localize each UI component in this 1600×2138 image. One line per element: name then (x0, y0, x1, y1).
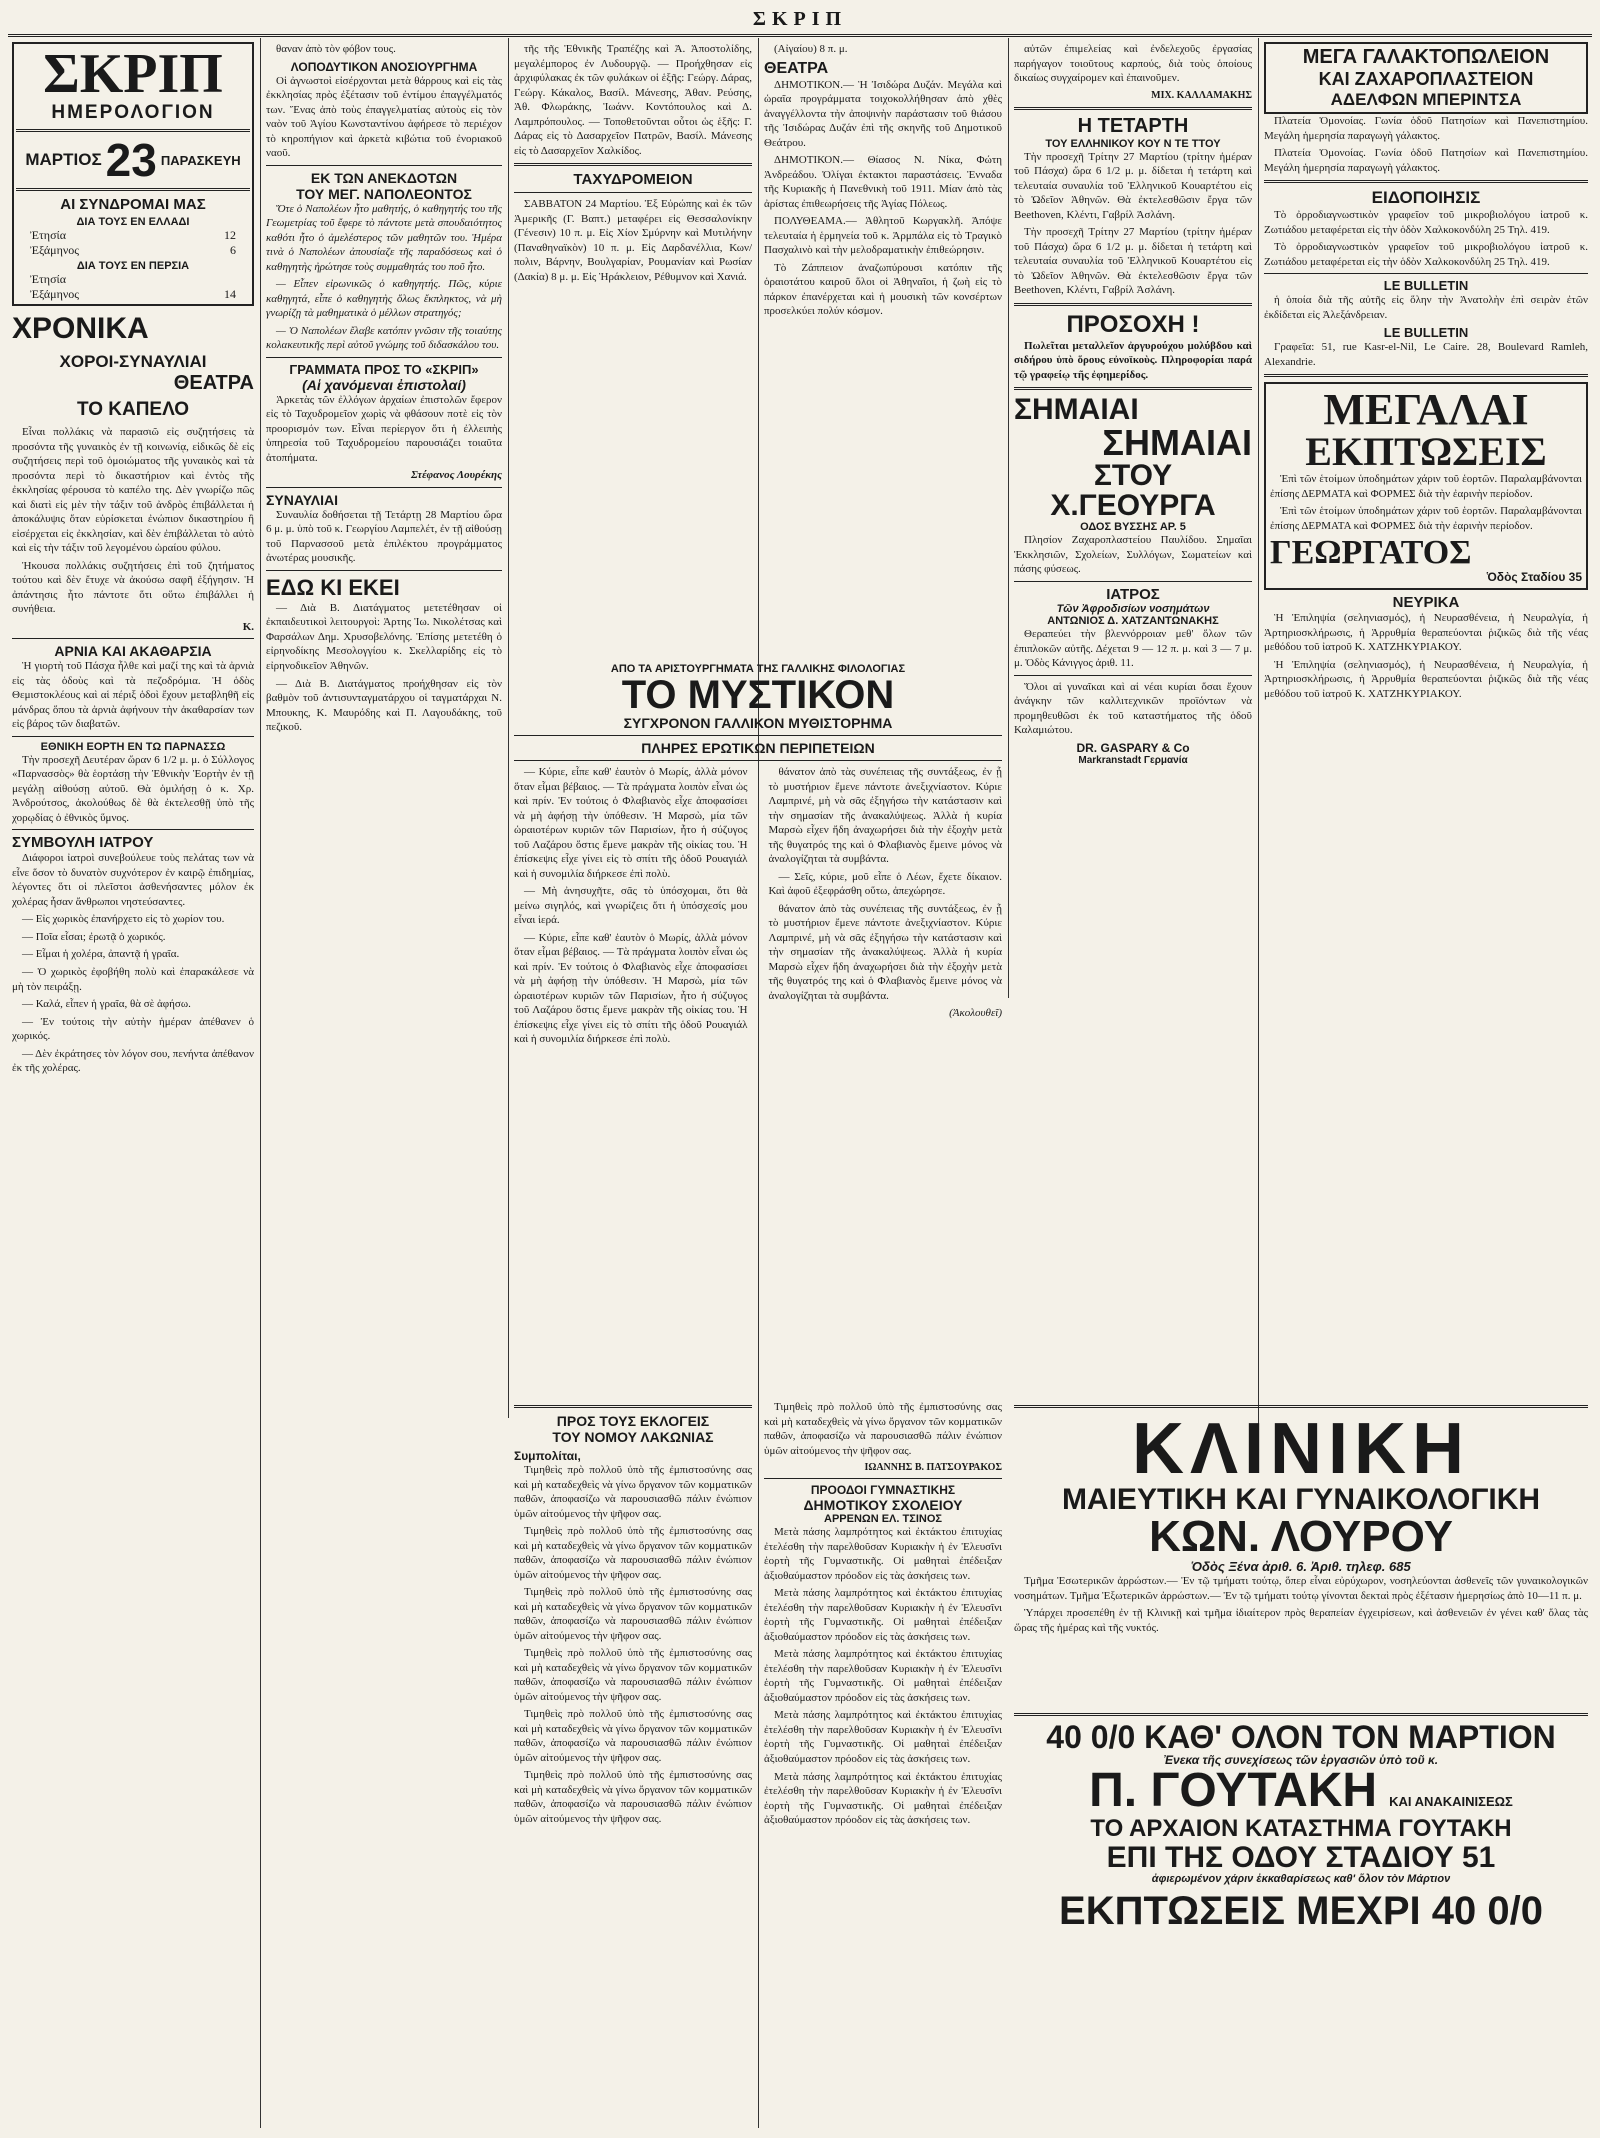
synaulia-article (266, 508, 502, 566)
chori-heading: ΧΟΡΟΙ-ΣΥΝΑΥΛΙΑΙ (59, 352, 207, 371)
divider (514, 760, 1002, 761)
appointments-article (514, 42, 752, 158)
galakto-title-2: ΚΑΙ ΖΑΧΑΡΟΠΛΑΣΤΕΙΟΝ (1318, 69, 1534, 89)
elections-signature: ΙΩΑΝΝΗΣ Β. ΠΑΤΣΟΥΡΑΚΟΣ (864, 1462, 1002, 1474)
bulletin-text (1264, 293, 1588, 322)
article-paragraph: — Κύριε, εἶπε καθ' ἑαυτὸν ὁ Μωρίς, ἀλλὰ μόνον ὅταν εἶμαι βέβαιος. — Τὰ πράγματα λοιπὸν εἶναι ὡς καὶ πρίν. Ἐν τούτοις ὁ Φλαβιανὸς εἶχε ἀποφασίσει νὰ μὴ ἀφήσῃ τὴν ὑπόθεσιν. Ἡ Μαρσὼ, μία τῶν ὡραιοτέρων κυριῶν τῶν Παρισίων, ἦτο ἡ σύζυγος τοῦ Λαζάρου ὅστις ἔμενε μακρὰν τῆς οἰκίας του. Ἡ ἐπίσκεψις εἶχε γίνει εἰς τὸ σπίτι τῆς ὁδοῦ Ρουαγιάλ καὶ ἡ συνομιλία διήρκεσε ἐπὶ πολὺ. (514, 766, 748, 880)
article-paragraph: Εἶναι πολλάκις νὰ παρασιῶ εἰς συζητήσεις τὰ προσόντα τῆς γυναικὸς ἐν τῇ κοινωνίᾳ, εἰδικῶς δὲ εἰς συζητήσεις περὶ τοῦ ὁμοιώματος τῆς γυναικὸς καὶ τὰ προσόντα περὶ τὸ δικαστήριον καὶ ἐντὸς τῆς ἐκκλησίας φέρουσα τὸ καπέλο της. Δὲν γνωρίζω πῶς καὶ διατὶ εἰς μὲν τὴν τάξιν τοῦ ἀνδρὸς ἐπιβάλλεται ἡ ἀποκάλυψις ὅταν εὑρίσκεται ἐνώπιον δικαστηρίου ἢ εἰσέρχεται εἰς ἐκκλησίαν, καὶ δὲν ἐπιβάλλεται τὸ αὐτὸ καὶ εἰς τὴν τάξιν τοῦ λεγομένου ὡραίου φύλου. (12, 426, 254, 555)
article-paragraph: Ἡ Ἐπιληψία (σεληνιασμός), ἡ Νευρασθένεια, ἡ Νευραλγία, ἡ Ἀρτηριοσκλήρωσις, ἡ Ἀρρυθμία θεραπεύονται ῥιζικῶς διὰ τῆς νέας μεθόδου τοῦ ἰατροῦ Κ. ΧΑΤΖΗΚΥΡΙΑΚΟΥ. (1264, 658, 1588, 700)
col4-top (764, 42, 1002, 57)
divider (266, 357, 502, 358)
newspaper-page (8, 8, 1592, 2130)
divider (1014, 581, 1252, 582)
iatros-subheading: Τῶν Ἀφροδισίων νοσημάτων (1056, 602, 1210, 615)
article-paragraph: Τὸ ὀρροδιαγνωστικὸν γραφεῖον τοῦ μικροβιολόγου ἰατροῦ κ. Ζωτιάδου μεταφέρεται εἰς τὴν ὁδὸν Χαλκοκονδύλη 25 Τηλ. 419. (1264, 209, 1588, 236)
serial-pretitle: ΑΠΟ ΤΑ ΑΡΙΣΤΟΥΡΓΗΜΑΤΑ ΤΗΣ ΓΑΛΛΙΚΗΣ ΦΙΛΟΛΟΓΙΑΣ (610, 663, 906, 675)
article-paragraph: — Διὰ Β. Διατάγματος μετετέθησαν οἱ ἐκπαιδευτικοὶ λειτουργοὶ: Ἀρτης Ἰω. Νικολέτσας καὶ Φαρσάλων Δημ. Χρυσοβελόνης. Ἐπίσης μετετέθη ὁ εἰρηνοδίκης Μεσολογγίου κ. Σκελλαρίδης εἰς τὸ εἰρηνοδικεῖον Ἀθηνῶν. (266, 601, 502, 672)
row-label: Ἐτησία (30, 228, 67, 242)
elections-salutation: Συμπολίται, (514, 1449, 581, 1463)
dialogue-line: — Δὲν ἐκράτησες τὸν λόγον σου, πενήντα ἀπέθανον ἐκ τῆς χολέρας. (12, 1047, 254, 1075)
divider (266, 165, 502, 166)
simaiai-heading-2: ΣΗΜΑΙΑΙ (1102, 422, 1252, 464)
goutaki-headline: 40 0/0 ΚΑΘ' ΟΛΟΝ ΤΟΝ ΜΑΡΤΙΟΝ (1046, 1719, 1556, 1755)
subscription-row (30, 228, 236, 243)
article-paragraph: θαναν ἀπὸ τὸν φόβον τους. (276, 43, 396, 55)
article-paragraph: Πλατεία Ὁμονοίας. Γωνία ὁδοῦ Πατησίων καὶ Πανεπιστημίου. Μεγάλη ἡμερησία παραγωγὴ γάλακτος. (1264, 115, 1588, 142)
article-paragraph: — Σεῖς, κύριε, μοῦ εἶπε ὁ Λέων, ἔχετε δίκαιον. Καὶ ἀφοῦ ἐξεφράσθη οὕτω, ἀπεχώρησε. (768, 870, 1002, 898)
divider (1014, 1405, 1588, 1408)
divider (514, 163, 752, 166)
divider (514, 192, 752, 193)
simaiai-heading-1: ΣΗΜΑΙΑΙ (1014, 393, 1139, 427)
ekptoseis-text (1270, 472, 1582, 533)
divider (1264, 180, 1588, 183)
divider (16, 188, 250, 191)
article-paragraph: τῆς τῆς Ἐθνικῆς Τραπέζης καὶ Ἀ. Ἀποστολίδης, μεγαλέμπορος ἐν Λυδουργῷ. — Προήχθησαν εἰς ἀρχιφύλακας ἐκ τῶν φυλάκων οἱ ἑξῆς: Γεώργ. Δάρας, Γεώργ. Κάκαλος, Βασίλ. Μάνεσης, Ἀθαν. Ρεύσης, Ἀθ. Φλωράκης, Ἰωάνν. Κοντόπουλος καὶ Δ. Λαμπρόπουλος. — Τοποθετοῦνται οὗτοι ὡς ἑξῆς: Γ. Δάρας εἰς τὸ Δασαρχεῖον Πατρῶν, Βασίλ. Μάνεσης εἰς τὸ Δασαρχεῖον Χαλκίδος. (514, 43, 752, 157)
serial-col-b (769, 765, 1003, 1050)
serial-block (514, 663, 1002, 1393)
divider (1264, 273, 1588, 274)
article-paragraph: θάνατον ἀπὸ τὰς συνέπειας τῆς συντάξεως, ἐν ᾗ τὸ μυστήριον ἔμενε πάντοτε ἀνεξιχνίαστον. Κύριε Λαμπρινέ, μὴ νὰ σᾶς ἐξηγήσω τὴν κατάστασιν καὶ τὴν σημασίαν τῆς ἀνακαλύψεως. Ἀλλὰ ἡ κυρία Μαρσὼ εἶχεν ἤδη ἀναχωρήσει διὰ τὴν ἐξοχὴν μετὰ τῆς θυγατρός της καὶ ὁ Φλαβιανὸς ἔμεινε μόνος νὰ ἀναλογίζηται τὰ συμβάντα. (768, 902, 1002, 1002)
elections-block (514, 1400, 752, 2120)
simaiai-text (1014, 533, 1252, 577)
galakto-text (1264, 114, 1588, 175)
tachydromeion-article (514, 197, 752, 284)
theatra-article (764, 78, 1002, 319)
elections-article (514, 1463, 752, 1826)
article-paragraph: Ὅλοι αἱ γυναῖκαι καὶ αἱ νέαι κυρίαι ὅσαι ἔχουν ἀνάγκην τῶν καλλιτεχνικῶν προϊόντων νὰ προμηθευθῶσι ἐκ τοῦ καταστήματος τῆς ὁδοῦ Καλαμιώτου. (1014, 680, 1252, 737)
article-paragraph: Τιμηθεὶς πρὸ πολλοῦ ὑπὸ τῆς ἐμπιστοσύνης σας καὶ μὴ καταδεχθεὶς νὰ γίνω ὄργανον τῶν κομματικῶν παθῶν, ἀποφασίζω νὰ παρουσιασθῶ πάλιν ἐνώπιον ὑμῶν αἰτούμενος τὴν ψῆφον σας. (514, 1769, 752, 1825)
article-paragraph: Πλατεία Ὁμονοίας. Γωνία ὁδοῦ Πατησίων καὶ Πανεπιστημίου. Μεγάλη ἡμερησία παραγωγὴ γάλακτος. (1264, 147, 1588, 174)
article-paragraph: ἡ ὁποία διὰ τῆς αὐτῆς εἰς ὅλην τὴν Ἀνατολὴν ἐπὶ σειρὰν ἐτῶν ἐκδίδεται εἰς Ἀλεξάνδρειαν. (1264, 294, 1588, 321)
calendar-label: ΗΜΕΡΟΛΟΓΙΟΝ (51, 102, 215, 123)
letter-heading: ΓΡΑΜΜΑΤΑ ΠΡΟΣ ΤΟ «ΣΚΡΙΠ» (289, 361, 479, 377)
tetarti-subheading: ΤΟΥ ΕΛΛΗΝΙΚΟΥ ΚΟΥ Ν ΤΕ ΤΤΟΥ (1045, 137, 1221, 150)
domestic-label: ΔΙΑ ΤΟΥΣ ΕΝ ΕΛΛΑΔΙ (76, 216, 190, 228)
article-paragraph: Ἐπὶ τῶν ἑτοίμων ὑποδημάτων χάριν τοῦ ἑορτῶν. Παραλαμβάνονται ἐπίσης ΔΕΡΜΑΤΑ καὶ ΦΟΡΜΕΣ διὰ τὴν ἐαρινὴν περίοδον. (1270, 505, 1582, 532)
gaspary-name: DR. GASPARY & Co (1076, 740, 1190, 755)
article-paragraph: Τιμηθεὶς πρὸ πολλοῦ ὑπὸ τῆς ἐμπιστοσύνης σας καὶ μὴ καταδεχθεὶς νὰ γίνω ὄργανον τῶν κομματικῶν παθῶν, ἀποφασίζω νὰ παρουσιασθῶ πάλιν ἐνώπιον ὑμῶν αἰτούμενος τὴν ψῆφον σας. (514, 1586, 752, 1642)
gaspary-city: Markranstadt Γερμανία (1078, 754, 1188, 766)
divider (266, 487, 502, 488)
article-paragraph: — Εἶπεν εἰρωνικῶς ὁ καθηγητής. Πῶς, κύριε καθηγητά, εἶπε ὁ καθηγητὴς ὅλως ἔκπληκτος, νὰ μὴ γνωρίζῃ τὰ μαθηματικὰ ὁ μέλλων στρατηγός; (266, 278, 502, 320)
gymnastics-article (764, 1525, 1002, 1827)
article-paragraph: Τιμηθεὶς πρὸ πολλοῦ ὑπὸ τῆς ἐμπιστοσύνης σας καὶ μὴ καταδεχθεὶς νὰ γίνω ὄργανον τῶν κομματικῶν παθῶν, ἀποφασίζω νὰ παρουσιασθῶ πάλιν ἐνώπιον ὑμῶν αἰτούμενος τὴν ψῆφον σας. (514, 1708, 752, 1764)
serial-title: ΤΟ ΜΥΣΤΙΚΟΝ (621, 673, 895, 717)
article-paragraph: — Διὰ Β. Διατάγματος προήχθησαν εἰς τὸν βαθμὸν τοῦ ἀντισυνταγματάρχου οἱ ταγματάρχαι Ν. Μπουκης, Κ. Μαυρόδης καὶ Π. Λαγουδάκης, τοῦ πεζικοῦ. (266, 677, 502, 734)
bulletin-heading-2: LE BULLETIN (1383, 325, 1469, 341)
divider (12, 736, 254, 737)
galakto-title: ΜΕΓΑ ΓΑΛΑΚΤΟΠΩΛΕΙΟΝ (1302, 46, 1550, 68)
simaiai-shop: ΣΤΟΥ Χ.ΓΕΟΥΡΓΑ (1050, 459, 1216, 523)
iatros-name: ΑΝΤΩΝΙΟΣ Δ. ΧΑΤΖΑΝΤΩΝΑΚΗΣ (1047, 614, 1219, 627)
kliniki-text (1014, 1574, 1588, 1635)
losses-article (266, 74, 502, 161)
article-paragraph: αὐτῶν ἐπιμελείας καὶ ἐνδελεχοῦς ἐργασίας παρήγαγον τοιοῦτους καρπούς, διὰ τοὺς ὁποίους δικαίως συγχαίρομεν καὶ ἐπαινοῦμεν. (1014, 43, 1252, 85)
ekptoseis-title: ΜΕΓΑΛΑΙ (1323, 385, 1529, 435)
arnia-heading: ΑΡΝΙΑ ΚΑΙ ΑΚΑΘΑΡΣΙΑ (54, 643, 212, 660)
ekptoseis-title-2: ΕΚΠΤΩΣΕΙΣ (1305, 429, 1547, 475)
napoleon-subheading: ΤΟΥ ΜΕΓ. ΝΑΠΟΛΕΟΝΤΟΣ (296, 185, 472, 202)
arnia-article (12, 659, 254, 732)
goutaki-name: Π. ΓΟΥΤΑΚΗ (1089, 1764, 1378, 1817)
article-paragraph: Ἡ γιορτὴ τοῦ Πάσχα ἦλθε καὶ μαζί της καὶ τὰ ἀρνιὰ εἰς τὰς ὁδοὺς καὶ τὰ πεζοδρόμια. Ἡ ὁδὸς Θεμιστοκλέους καὶ αἱ πέριξ ὁδοὶ ἔχουν μεταβληθῆ εἰς μάνδρας ὅπου τὰ ἀρνιὰ ἀφήνουν τὴν ἀκαθαρσίαν των εἰς βάρος τῶν διαβατῶν. (12, 660, 254, 731)
article-paragraph: Ἡ Ἐπιληψία (σεληνιασμός), ἡ Νευρασθένεια, ἡ Νευραλγία, ἡ Ἀρτηριοσκλήρωσις, ἡ Ἀρρυθμία θεραπεύονται ῥιζικῶς διὰ τῆς νέας μεθόδου τοῦ ἰατροῦ Κ. ΧΑΤΖΗΚΥΡΙΑΚΟΥ. (1264, 612, 1588, 654)
kliniki-name: ΚΩΝ. ΛΟΥΡΟΥ (1149, 1512, 1453, 1561)
divider (514, 1405, 752, 1408)
napoleon-heading: ΕΚ ΤΩΝ ΑΝΕΚΔΟΤΩΝ (310, 169, 458, 186)
article-paragraph: Τὴν προσεχῆ Δευτέραν ὥραν 6 1/2 μ. μ. ὁ Σύλλογος «Παρνασσὸς» θὰ ἑορτάσῃ τὴν Ἐθνικὴν Ἑορτὴν ἐν τῇ μεγάλῃ αἰθούσῃ αὐτοῦ. Θὰ ὁμιλήσῃ ὁ κ. Χρ. Ἀνδρούτσος, ἀκολούθως δὲ θὰ ἐκτελεσθῇ ὑπὸ τῆς χορῳδίας ὁ ἐθνικὸς ὕμνος. (12, 753, 254, 824)
row-label: Ἐτησία (30, 272, 67, 286)
bulletin-text-2 (1264, 340, 1588, 369)
georgatos-name: ΓΕΩΡΓΑΤΟΣ (1270, 534, 1472, 572)
article-paragraph: (Αἰγαίου) 8 π. μ. (774, 43, 848, 55)
ethniki-heading: ΕΘΝΙΚΗ ΕΟΡΤΗ ΕΝ ΤΩ ΠΑΡΝΑΣΣΩ (40, 740, 226, 753)
serial-continues: (Ἀκολουθεῖ) (949, 1007, 1002, 1020)
kliniki-subtitle: ΜΑΙΕΥΤΙΚΗ ΚΑΙ ΓΥΝΑΙΚΟΛΟΓΙΚΗ (1061, 1483, 1541, 1516)
serial-columns (514, 765, 1002, 1050)
kliniki-title: ΚΛΙΝΙΚΗ (1131, 1409, 1470, 1489)
theatra-heading-2: ΘΕΑΤΡΑ (764, 59, 829, 77)
divider (1264, 374, 1588, 377)
article-paragraph: ΔΗΜΟΤΙΚΟΝ.— Ἡ Ἰσιδώρα Δυζάν. Μεγάλα καὶ ὡραῖα προγράμματα τοιχοκολλήθησαν ἀπὸ χθὲς ἀναγγέλλοντα τὴν ἀποψινὴν παράστασιν τοῦ θιάσου τῆς Ἰσιδώρας Δυζάν ἐπὶ τῆς σκηνῆς τοῦ Δημοτικοῦ Θεάτρου. (764, 78, 1002, 149)
row-value: 12 (224, 228, 236, 242)
goutaki-renovation: ΚΑΙ ΑΝΑΚΑΙΝΙΣΕΩΣ (1389, 1794, 1513, 1809)
dialogue-line: — Εἶμαι ἡ χολέρα, ἀπαντᾷ ἡ γραῖα. (22, 948, 180, 961)
article-paragraph: Μετὰ πάσης λαμπρότητος καὶ ἐκτάκτου ἐπιτυχίας ἐτελέσθη τὴν παρελθοῦσαν Κυριακὴν ἡ ἐν Ἐλευσῖνι ἑορτὴ τῆς Γυμναστικῆς. Οἱ μαθηταὶ ἐπέδειξαν ἀξιοθαύμαστον πρόοδον εἰς τὰς ἀσκήσεις των. (764, 1526, 1002, 1582)
article-paragraph: Μετὰ πάσης λαμπρότητος καὶ ἐκτάκτου ἐπιτυχίας ἐτελέσθη τὴν παρελθοῦσαν Κυριακὴν ἡ ἐν Ἐλευσῖνι ἑορτὴ τῆς Γυμναστικῆς. Οἱ μαθηταὶ ἐπέδειξαν ἀξιοθαύμαστον πρόοδον εἰς τὰς ἀσκήσεις των. (764, 1587, 1002, 1643)
article-signature: ΜΙΧ. ΚΑΛΛΑΜΑΚΗΣ (1151, 89, 1252, 101)
article-paragraph: Τμῆμα Ἐσωτερικῶν ἀρρώστων.— Ἐν τῷ τμήματι τούτῳ, ὅπερ εἶναι εὐρύχωρον, νοσηλεύονται ἀσθενεῖς τῶν γυναικολογικῶν νοσημάτων. Τμῆμα Ἐξωτερικῶν ἀρρώστων.— Ἐν τῷ τμήματι τούτῳ γίνονται δεκταὶ πρὸς ἐξέτασιν ἡμερησίως ἀπὸ 10—11 π. μ. (1014, 1575, 1588, 1602)
kliniki-address: Ὁδὸς Ξένα ἀριθ. 6. Ἀριθ. τηλεφ. 685 (1191, 1559, 1411, 1574)
article-paragraph: Πωλεῖται μεταλλεῖον ἀργυρούχου μολύβδου καὶ σιδήρου ὑπὸ ὅρους εὐνοϊκοὺς. Πληροφορίαι παρά τῷ γραφείῳ τῆς ἐφημερίδος. (1014, 339, 1252, 381)
subscription-row (30, 287, 236, 302)
row-label: Ἐξάμηνος (30, 287, 80, 301)
article-paragraph: Τιμηθεὶς πρὸ πολλοῦ ὑπὸ τῆς ἐμπιστοσύνης σας καὶ μὴ καταδεχθεὶς νὰ γίνω ὄργανον τῶν κομματικῶν παθῶν, ἀποφασίζω νὰ παρουσιασθῶ πάλιν ἐνώπιον ὑμῶν αἰτούμενος τὴν ψῆφον σας. (764, 1401, 1002, 1457)
article-paragraph: Ὑπάρχει προσεπέθη ἐν τῇ Κλινικῇ καὶ τμῆμα ἰδιαίτερον πρὸς θεραπείαν ἐγχειρίσεων, καὶ ἀσθενειῶν ἐν γένει καθ' ὅλας τὰς ὥρας τῆς ἡμέρας καὶ τῆς νυκτός. (1014, 1607, 1588, 1634)
gymnastics-heading: ΠΡΟΟΔΟΙ ΓΥΜΝΑΣΤΙΚΗΣ (810, 1483, 956, 1498)
dialogue-line: — Ἐν τούτοις τὴν αὐτὴν ἡμέραν ἀπέθανεν ὁ χωρικός. (12, 1015, 254, 1043)
divider (514, 735, 1002, 736)
article-paragraph: Τιμηθεὶς πρὸ πολλοῦ ὑπὸ τῆς ἐμπιστοσύνης σας καὶ μὴ καταδεχθεὶς νὰ γίνω ὄργανον τῶν κομματικῶν παθῶν, ἀποφασίζω νὰ παρουσιασθῶ πάλιν ἐνώπιον ὑμῶν αἰτούμενος τὴν ψῆφον σας. (514, 1464, 752, 1520)
letter-article (266, 393, 502, 483)
goutaki-address: ΕΠΙ ΤΗΣ ΟΔΟΥ ΣΤΑΔΙΟΥ 51 (1106, 1841, 1496, 1874)
article-paragraph: Γραφεῖα: 51, rue Kasr-el-Nil, Le Caire. 28, Boulevard Ramleh, Alexandrie. (1264, 341, 1588, 368)
article-paragraph: — Κύριε, εἶπε καθ' ἑαυτὸν ὁ Μωρίς, ἀλλὰ μόνον ὅταν εἶμαι βέβαιος. — Τὰ πράγματα λοιπὸν εἶναι ὡς καὶ πρίν. Ἐν τούτοις ὁ Φλαβιανὸς εἶχε ἀποφασίσει νὰ μὴ ἀφήσῃ τὴν ὑπόθεσιν. Ἡ Μαρσὼ, μία τῶν ὡραιοτέρων κυριῶν τῶν Παρισίων, ἦτο ἡ σύζυγος τοῦ Λαζάρου ὅστις ἔμενε μακρὰν τῆς οἰκίας του. Ἡ ἐπίσκεψις εἶχε γίνει εἰς τὸ σπίτι τῆς ὁδοῦ Ρουαγιάλ καὶ ἡ συνομιλία διήρκεσε ἐπὶ πολὺ. (514, 931, 748, 1046)
goutaki-small: ἀφιερωμένον χάριν ἐκκαθαρίσεως καθ' ὅλον τὸν Μάρτιον (1151, 1873, 1451, 1885)
divider (12, 829, 254, 830)
article-paragraph: ΠΟΛΥΘΕΑΜΑ.— Ἀθλητοῦ Κωργακλῆ. Ἀπόψε τελευταία ἡ ἑρμηνεία τοῦ κ. Ἀρμπάλα εἰς τὸ Τραγικὸ Πασχαλινὸ καὶ τὴν μελοδραματικὴν ἐπιθεώρησιν. (764, 215, 1002, 257)
article-paragraph: — Ὁ Ναπολέων ἔλαβε κατόπιν γνῶσιν τῆς τοιαύτης κολακευτικῆς περὶ αὐτοῦ γνώμης τοῦ διδασκάλου του. (266, 324, 502, 352)
kapelo-heading: ΤΟ ΚΑΠΕΛΟ (76, 399, 190, 420)
serial-col-a (514, 765, 748, 1050)
georgatos-address: Ὁδὸς Σταδίου 35 (1486, 570, 1582, 585)
column-2 (266, 42, 502, 2122)
eidopoiisis-text (1264, 208, 1588, 269)
divider (266, 570, 502, 571)
foreign-label: ΔΙΑ ΤΟΥΣ ΕΝ ΠΕΡΣΙΑ (76, 260, 190, 272)
elections-cont (764, 1400, 1002, 1474)
iatros-text (1014, 627, 1252, 671)
gymnastics-subheading: ΔΗΜΟΤΙΚΟΥ ΣΧΟΛΕΙΟΥ (803, 1497, 963, 1514)
edo-article (266, 601, 502, 735)
subscriptions-title: ΑΙ ΣΥΝΔΡΟΜΑΙ ΜΑΣ (60, 196, 206, 213)
divider (1014, 107, 1252, 110)
neyrika-text (1264, 611, 1588, 701)
subscription-row (30, 272, 236, 287)
symvouli-article (12, 851, 254, 1075)
column-rule (1258, 38, 1259, 1428)
prosochi-ad (1014, 339, 1252, 383)
gymnastics-subheading-2: ΑΡΡΕΝΩΝ ΕΛ. ΤΣΙΝΟΣ (824, 1513, 942, 1526)
kapelo-article (12, 425, 254, 634)
article-paragraph: Μετὰ πάσης λαμπρότητος καὶ ἐκτάκτου ἐπιτυχίας ἐτελέσθη τὴν παρελθοῦσαν Κυριακὴν ἡ ἐν Ἐλευσῖνι ἑορτὴ τῆς Γυμναστικῆς. Οἱ μαθηταὶ ἐπέδειξαν ἀξιοθαύμαστον πρόοδον εἰς τὰς ἀσκήσεις των. (764, 1648, 1002, 1704)
article-paragraph: Ἀρκετὰς τῶν ἐλλόγων ἀρχαίων ἐπιστολῶν ἔφερον εἰς τὸ Ταχυδρομεῖον χωρὶς νὰ φθάσουν ποτὲ εἰς τὸν προορισμόν των. Εἶναι περίεργον ὅτι ἡ ἐλλειπὴς ὑπηρεσία τοῦ Ταχυδρομείου παρουσιάζει τοιαῦτα ἀτοπήματα. (266, 393, 502, 464)
prosochi-heading: ΠΡΟΣΟΧΗ ! (1066, 310, 1200, 338)
eidopoiisis-heading: ΕΙΔΟΠΟΙΗΣΙΣ (1371, 188, 1481, 208)
article-paragraph: Τιμηθεὶς πρὸ πολλοῦ ὑπὸ τῆς ἐμπιστοσύνης σας καὶ μὴ καταδεχθεὶς νὰ γίνω ὄργανον τῶν κομματικῶν παθῶν, ἀποφασίζω νὰ παρουσιασθῶ πάλιν ἐνώπιον ὑμῶν αἰτούμενος τὴν ψῆφον σας. (514, 1525, 752, 1581)
column-4 (764, 42, 1002, 682)
tetarti-heading: Η ΤΕΤΑΡΤΗ (1077, 114, 1189, 137)
article-paragraph: Τιμηθεὶς πρὸ πολλοῦ ὑπὸ τῆς ἐμπιστοσύνης σας καὶ μὴ καταδεχθεὶς νὰ γίνω ὄργανον τῶν κομματικῶν παθῶν, ἀποφασίζω νὰ παρουσιασθῶ πάλιν ἐνώπιον ὑμῶν αἰτούμενος τὴν ψῆφον σας. (514, 1647, 752, 1703)
goutaki-line: Ἐνεκα τῆς συνεχίσεως τῶν ἐργασιῶν ὑπὸ τοῦ κ. (1163, 1753, 1439, 1767)
galakto-ad (1264, 42, 1588, 114)
simaiai-address: ΟΔΟΣ ΒΥΣΣΗΣ ΑΡ. 5 (1080, 521, 1186, 534)
dialogue-line: — Καλά, εἶπεν ἡ γραῖα, θὰ σὲ ἀφήσω. (22, 998, 191, 1011)
column-3 (514, 42, 752, 672)
month-label: ΜΑΡΤΙΟΣ (25, 150, 102, 169)
synaulia-heading: ΣΥΝΑΥΛΙΑΙ (266, 491, 338, 508)
theatra-heading: ΘΕΑΤΡΑ (173, 372, 254, 394)
tetarti-article (1014, 150, 1252, 298)
article-paragraph: Θεραπεύει τὴν βλεννόρροιαν μεθ' ὅλων τῶν ἐπιπλοκῶν αὐτῆς. Δέχεται 9 — 12 π. μ. καὶ 3 — 7 μ. μ. Ὁδὸς Κάνιγγος ἀριθ. 11. (1014, 627, 1252, 670)
divider (1014, 387, 1252, 390)
article-paragraph: Μετὰ πάσης λαμπρότητος καὶ ἐκτάκτου ἐπιτυχίας ἐτελέσθη τὴν παρελθοῦσαν Κυριακὴν ἡ ἐν Ἐλευσῖνι ἑορτὴ τῆς Γυμναστικῆς. Οἱ μαθηταὶ ἐπέδειξαν ἀξιοθαύμαστον πρόοδον εἰς τὰς ἀσκήσεις των. (764, 1709, 1002, 1765)
intro-text (266, 42, 502, 57)
article-paragraph: Ὅτε ὁ Ναπολέων ἦτο μαθητής, ὁ καθηγητής του τῆς Γεωμετρίας τοῦ ἔφερε τὸ πάντοτε μετὰ σπουδαιότητος καθότι ἦτο ὁ ἀμελέστερος τῶν μαθητῶν του. Ἡμέρα τινὰ ὁ Ναπολέων ἀπουσίαζε τῆς παραδόσεως καὶ ὁ καθηγητὴς ἠρώτησε τοὺς συμμαθητάς του ποῦ ἦτο. (266, 202, 502, 273)
column-6 (1264, 42, 1588, 1382)
elections-subheading: ΤΟΥ ΝΟΜΟΥ ΛΑΚΩΝΙΑΣ (552, 1429, 714, 1445)
article-paragraph: Ἐπὶ τῶν ἑτοίμων ὑποδημάτων χάριν τοῦ ἑορτῶν. Παραλαμβάνονται ἐπίσης ΔΕΡΜΑΤΑ καὶ ΦΟΡΜΕΣ διὰ τὴν ἐαρινὴν περίοδον. (1270, 473, 1582, 500)
letter-subheading: (Αἱ χανόμεναι ἐπιστολαί) (302, 376, 466, 393)
neyrika-heading: ΝΕΥΡΙΚΑ (1392, 594, 1460, 612)
article-paragraph: Οἱ ἀγνωστοὶ εἰσέρχονται μετὰ θάρρους καὶ εἰς τὰς ἐκκλησίας πρὸς ἐξέτασιν τοῦ ἐντίμου ἐπαγγέλματός των. Ἕνας ἀπὸ τοὺς ἐπαγγελματίας αὐτοὺς εἰς τὸν ναὸν τοῦ Ἁγίου Κωνσταντίνου ἀφήρεσε τὸ περιέχον τὸ κηροπήγιον καὶ ἀρκετὰ κιβώτια τοῦ ἐνοριακοῦ ναοῦ. (266, 74, 502, 160)
article-paragraph: Διάφοροι ἰατροὶ συνεβούλευε τοὺς πελάτας των νὰ εἶνε ὅσον τὸ δυνατὸν συχνότερον ἐν καιρῷ ἐπιδημίας, λέγοντες ὅτι οἱ πλεῖστοι ἀσθενήσαντες μόλον ἐκ χολέρας ἦσαν ἄνθρωποι νηστεύσαντες. (12, 852, 254, 908)
column-rule (1008, 38, 1009, 998)
article-paragraph: — Μὴ ἀνησυχῆτε, σᾶς τὸ ὑπόσχομαι, ὅτι θὰ μείνω σιγηλός, καὶ γνωρίζεις ὅτι ἡ ὑπόσχεσίς μου εἶναι ἱερά. (514, 885, 748, 927)
tachydromeion-heading: ΤΑΧΥΔΡΟΜΕΙΟΝ (573, 171, 693, 189)
column-1 (12, 42, 254, 2122)
elections-heading: ΠΡΟΣ ΤΟΥΣ ΕΚΛΟΓΕΙΣ (556, 1413, 710, 1429)
article-paragraph: θάνατον ἀπὸ τὰς συνέπειας τῆς συντάξεως, ἐν ᾗ τὸ μυστήριον ἔμενε πάντοτε ἀνεξιχνίαστον. Κύριε Λαμπρινέ, μὴ νὰ σᾶς ἐξηγήσω τὴν κατάστασιν καὶ τὴν σημασίαν τῆς ἀνακαλύψεως. Ἀλλὰ ἡ κυρία Μαρσὼ εἶχεν ἤδη ἀναχωρήσει διὰ τὴν ἐξοχὴν μετὰ τῆς θυγατρός της καὶ ὁ Φλαβιανὸς ἔμεινε μόνος νὰ ἀναλογίζηται τὰ συμβάντα. (768, 766, 1002, 866)
day-number: 23 (105, 134, 157, 186)
symvouli-heading: ΣΥΜΒΟΥΛΗ ΙΑΤΡΟΥ (12, 834, 154, 852)
serial-subtitle-2: ΠΛΗΡΕΣ ΕΡΩΤΙΚΩΝ ΠΕΡΙΠΕΤΕΙΩΝ (641, 740, 875, 756)
losses-heading: ΛΟΠΟΔΥΤΙΚΟΝ ΑΝΟΣΙΟΥΡΓΗΜΑ (290, 59, 478, 74)
gymnastics-block (764, 1400, 1002, 2120)
column-5 (1014, 42, 1252, 1382)
dialogue-line: — Εἰς χωρικὸς ἐπανήρχετο εἰς τὸ χωρίον του. (22, 913, 225, 926)
divider (1014, 1713, 1588, 1716)
row-label: Ἐξάμηνος (30, 243, 80, 257)
divider (764, 1478, 1002, 1479)
article-paragraph: Μετὰ πάσης λαμπρότητος καὶ ἐκτάκτου ἐπιτυχίας ἐτελέσθη τὴν παρελθοῦσαν Κυριακὴν ἡ ἐν Ἐλευσῖνι ἑορτὴ τῆς Γυμναστικῆς. Οἱ μαθηταὶ ἐπέδειξαν ἀξιοθαύμαστον πρόοδον εἰς τὰς ἀσκήσεις των. (764, 1770, 1002, 1827)
date-line (16, 134, 250, 186)
chronika-heading: ΧΡΟΝΙΚΑ (12, 312, 149, 345)
newspaper-logo: ΣΚΡΙΠ (43, 43, 223, 105)
calendar-box (12, 42, 254, 306)
article-signature: Κ. (242, 620, 254, 633)
ekptoseis-ad (1264, 382, 1588, 590)
divider (1014, 303, 1252, 306)
goutaki-discount: ΕΚΠΤΩΣΕΙΣ ΜΕΧΡΙ 40 0/0 (1059, 1889, 1543, 1933)
domestic-rows (16, 228, 250, 258)
divider (1014, 675, 1252, 676)
weekday-label: ΠΑΡΑΣΚΕΥΗ (160, 152, 241, 168)
divider (12, 638, 254, 639)
running-masthead: ΣΚΡΙΠ (752, 8, 848, 30)
goutaki-store: ΤΟ ΑΡΧΑΙΟΝ ΚΑΤΑΣΤΗΜΑ ΓΟΥΤΑΚΗ (1090, 1815, 1512, 1842)
dialogue-line: — Ποῖα εἶσαι; ἐρωτᾷ ὁ χωρικός. (22, 930, 166, 943)
column-rule (508, 38, 509, 1418)
row-value: 14 (224, 287, 236, 301)
article-paragraph: Συναυλία δοθήσεται τῇ Τετάρτῃ 28 Μαρτίου ὥρα 6 μ. μ. ὑπὸ τοῦ κ. Γεωργίου Λαμπελέτ, ἐν τῇ αἰθούσῃ τοῦ Παρνασσοῦ μετὰ ἐπιλέκτου προγράμματος ἀνωτέρας μουσικῆς. (266, 508, 502, 565)
kliniki-ad (1014, 1400, 1588, 1700)
dialogue-line: — Ὁ χωρικὸς ἐφοβήθη πολὺ καὶ ἐπαρακάλεσε νὰ μὴ τὸν πειράξῃ. (12, 965, 254, 993)
article-paragraph: Ἠκουσα πολλάκις συζητήσεις ἐπὶ τοῦ ζητήματος τούτου καὶ δὲν ἔτυχε νὰ ἀκούσω σαφῆ ἐξήγησιν. Ἡ ἀπάντησις ἦτο πάντοτε ὅτι οὕτω ἐπιβάλλει ἡ συνήθεια. (12, 559, 254, 616)
article-paragraph: Τὸ ὀρροδιαγνωστικὸν γραφεῖον τοῦ μικροβιολόγου ἰατροῦ κ. Ζωτιάδου μεταφέρεται εἰς τὴν ὁδὸν Χαλκοκονδύλη 25 Τηλ. 419. (1264, 241, 1588, 268)
article-paragraph: Τὴν προσεχῆ Τρίτην 27 Μαρτίου (τρίτην ἡμέραν τοῦ Πάσχα) ὥρα 6 1/2 μ. μ. δίδεται ἡ τετάρτη καὶ τελευταία συναυλία τοῦ Ἑλληνικοῦ Κουαρτέτου εἰς τὸ Ὠδεῖον Ἀθηνῶν. Θὰ ἐκτελεσθῶσιν ἔργα τῶν Beethoven, Κλέντι, Γαβρίλ Ἀσλάνη. (1014, 226, 1252, 297)
bulletin-heading: LE BULLETIN (1383, 278, 1469, 294)
foreign-rows (16, 272, 250, 302)
article-paragraph: Τὴν προσεχῆ Τρίτην 27 Μαρτίου (τρίτην ἡμέραν τοῦ Πάσχα) ὥρα 6 1/2 μ. μ. δίδεται ἡ τετάρτη καὶ τελευταία συναυλία τοῦ Ἑλληνικοῦ Κουαρτέτου εἰς τὸ Ὠδεῖον Ἀθηνῶν. Θὰ ἐκτελεσθῶσιν ἔργα τῶν Beethoven, Κλέντι, Γαβρίλ Ἀσλάνη. (1014, 150, 1252, 221)
napoleon-article (266, 202, 502, 353)
divider (16, 129, 250, 132)
article-paragraph: ΣΑΒΒΑΤΟΝ 24 Μαρτίου. Ἐξ Εὐρώπης καὶ ἐκ τῶν Ἀμερικῆς (Γ. Βαπτ.) μεταφέρει εἰς Θεσσαλονίκην (Γένεσιν) 10 π. μ. Εἰς Χίον Σμύρνην καὶ Μυτιλήνην (Παναθηναϊκὸν) 10 π. μ. Εἰς Δαρδανέλλια, Κων/πολιν, Βάρνην, Βουλγαρίαν, Ρουμανίαν καὶ Ρωσίαν (Δακία) 8 μ. μ. Εἰς Ἡράκλειον, Ρέθυμνον καὶ Χανιά. (514, 198, 752, 283)
serial-subtitle: ΣΥΓΧΡΟΝΟΝ ΓΑΛΛΙΚΟΝ ΜΥΘΙΣΤΟΡΗΜΑ (623, 715, 893, 731)
goutaki-name-line (1014, 1764, 1588, 1817)
article-paragraph: ΔΗΜΟΤΙΚΟΝ.— Θίασος Ν. Νίκα, Φώτη Ἀνδρεάδου. Ὀλίγαι ἐκτακτοι παραστάσεις. Ἐνναδα τῆς Κυριακῆς ἡ Πανεθνικὴ τοῦ 1911. Μίαν ἀπὸ τὰς ἀρίστας ἐπιθεωρήσεις τῆς Ἀγίας Πόλεως. (764, 154, 1002, 210)
ethniki-article (12, 753, 254, 826)
column-rule (260, 38, 261, 2128)
article-paragraph: Τὸ Ζάππειον ἀναζωπύρουσι κατόπιν τῆς ὁραιοτάτου καιροῦ ὅλοι οἱ Ἀθηναῖοι, ἡ ζωὴ εἰς τὸ πάρκον ἐπανέρχεται καὶ ἡ μουσικὴ τῶν κονσέρτων προσελκύει πολύν κόσμον. (764, 261, 1002, 318)
iatros-heading: ΙΑΤΡΟΣ (1106, 585, 1160, 603)
galakto-owners: ΑΔΕΛΦΩΝ ΜΠΕΡΙΝΤΣΑ (1330, 90, 1522, 109)
col5-top (1014, 42, 1252, 102)
row-value: 6 (230, 243, 236, 257)
edo-heading: ΕΔΩ ΚΙ ΕΚΕΙ (266, 574, 400, 600)
subscription-row (30, 243, 236, 258)
column-rule (758, 765, 759, 1050)
article-signature: Στέφανος Λουρέκης (410, 469, 502, 482)
masthead-rule (8, 34, 1592, 37)
col5-bottom (1014, 680, 1252, 738)
article-paragraph: Πλησίον Ζαχαροπλαστείου Παυλίδου. Σημαῖαι Ἐκκλησιῶν, Σχολείων, Συλλόγων, Σωματείων καὶ πάσης φύσεως. (1014, 534, 1252, 576)
goutaki-ad (1014, 1708, 1588, 2118)
